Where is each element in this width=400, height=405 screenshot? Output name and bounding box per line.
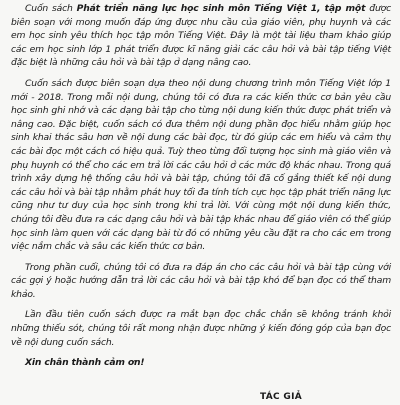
intro-text-end: được biên soạn với mong muốn đáp ứng được nhu cầu của giáo viên, phụ huynh và các em học sinh yêu thích học tập môn Tiếng Việt. Đây là một tài liệu tham khảo giúp các em học sinh lớp 1 phát triển được kĩ năng giải các câu hỏi và bài tập tiếng Việt đặc biệt là những câu hỏi và bài tập ở dạng nâng cao. xyxy=(11,3,391,69)
paragraph-answers: Trong phần cuối, chúng tôi có đưa ra đáp án cho các câu hỏi và bài tập cùng với các gợi ý hoặc hướng dẫn trả lời các câu hỏi và bài tập khó để bạn đọc có thể tham khảo. xyxy=(11,261,391,300)
paragraph-feedback: Lần đầu tiên cuốn sách được ra mắt bạn đọc chắc chắn sẽ không tránh khỏi những thiếu sót, chúng tôi rất mong nhận được những ý kiến đóng góp của bạn đọc về nội dung cuốn sách. xyxy=(11,309,391,348)
book-title: Phát triển năng lực học sinh môn Tiếng Việt 1, tập một xyxy=(76,3,366,14)
paragraph-content: Cuốn sách được biên soạn dựa theo nội dung chương trình môn Tiếng Việt lớp 1 mới - 2018. Trong mỗi nội dung, chúng tôi có đưa ra các kiến thức cơ bản yêu cầu học sinh ghi nhớ và các dạng bài tập cho từng nội dung kiến thức được phát triển và nâng cao. Đặc biệt, cuốn sách có đưa thêm nội dung phần đọc hiểu nhằm giúp học sinh khai thác sâu hơn về nội dung các bài đọc, từ đó giúp các em hiểu và cảm thụ các bài đọc một cách có hiệu quả. Tuỳ theo từng đối tượng học sinh mà giáo viên và phụ huynh có thể cho các em trả lời các câu hỏi ở các mức độ khác nhau. Trong quá trình xây dựng hệ thống câu hỏi và bài tập, chúng tôi đã cố gắng thiết kế nội dung các câu hỏi và bài tập nhằm phát huy tối đa tính tích cực học tập phát triển năng lực cũng như tư duy của học sinh trong khi trả lời. Với cùng một nội dung kiến thức, chúng tôi đều đưa ra các dạng câu hỏi và bài tập khác nhau để giáo viên có thể giúp học sinh làm quen với các dạng bài từ đó có những yêu cầu đặt ra cho các em trong việc nắm chắc và sâu các kiến thức cơ bản. xyxy=(11,77,391,253)
closing-thanks: Xin chân thành cảm ơn! xyxy=(25,357,145,369)
intro-text-start: Cuốn sách xyxy=(25,3,77,14)
paragraph-intro xyxy=(11,2,391,70)
author-signature: TÁC GIẢ xyxy=(260,392,302,403)
